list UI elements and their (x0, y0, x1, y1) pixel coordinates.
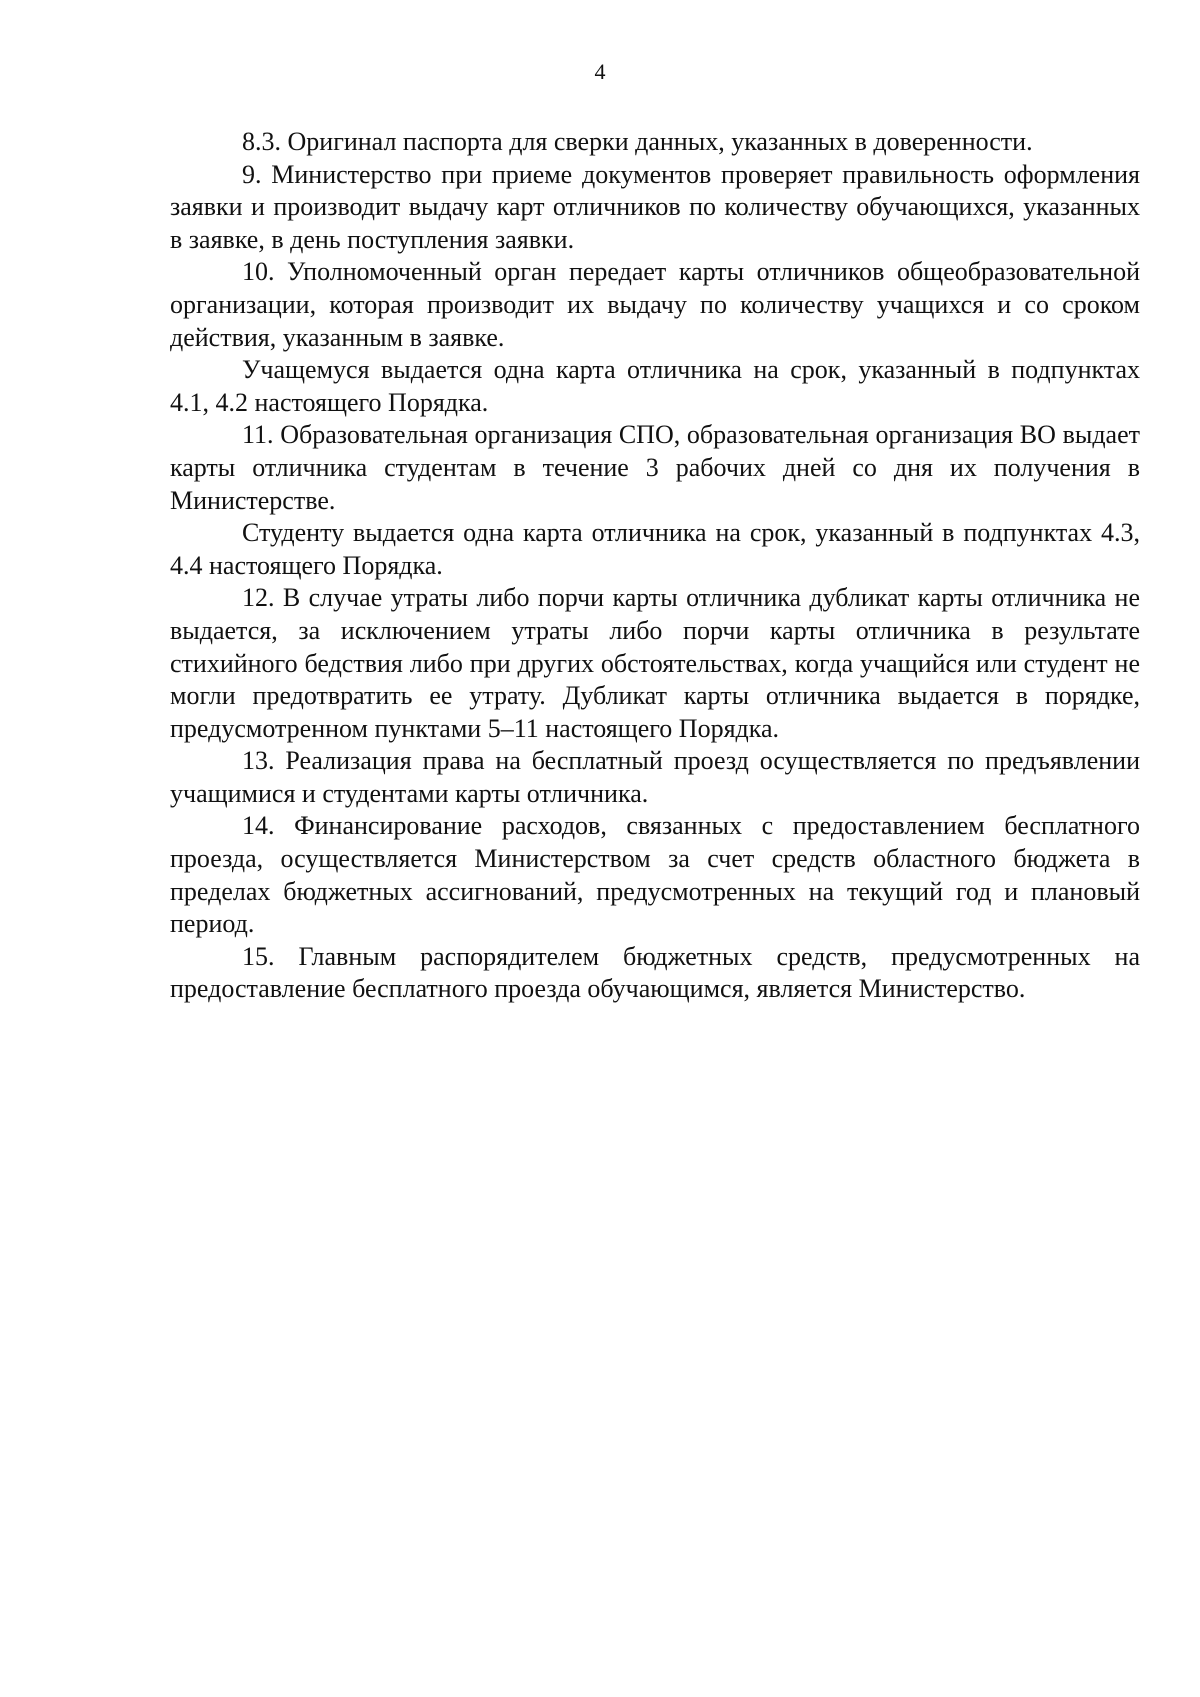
page-number: 4 (594, 59, 606, 84)
paragraph-11: 11. Образовательная организация СПО, образовательная организация ВО выдает карты отличника студентам в течение 3 рабочих дней со дня их получения в Министерстве. (170, 420, 1140, 515)
document-body (170, 126, 1140, 1006)
paragraph-15: 15. Главным распорядителем бюджетных средств, предусмотренных на предоставление бесплатного проезда обучающимся, является Министерство. (170, 941, 1140, 1004)
paragraph-9: 9. Министерство при приеме документов проверяет правильность оформления заявки и производит выдачу карт отличников по количеству обучающихся, указанных в заявке, в день поступления заявки. (170, 159, 1140, 254)
paragraph-10: 10. Уполномоченный орган передает карты отличников общеобразовательной организации, которая производит их выдачу по количеству учащихся и со сроком действия, указанным в заявке. (170, 257, 1140, 352)
paragraph-11-student-card: Студенту выдается одна карта отличника на срок, указанный в подпунктах 4.3, 4.4 настоящего Порядка. (170, 518, 1140, 580)
paragraph-13: 13. Реализация права на бесплатный проезд осуществляется по предъявлении учащимися и студентами карты отличника. (170, 746, 1140, 808)
paragraph-10-student-card: Учащемуся выдается одна карта отличника на срок, указанный в подпунктах 4.1, 4.2 настоящего Порядка. (170, 355, 1140, 417)
paragraph-12: 12. В случае утраты либо порчи карты отличника дубликат карты отличника не выдается, за исключением утраты либо порчи карты отличника в результате стихийного бедствия либо при других обстоятельствах, когда учащийся или студент не могли предотвратить ее утрату. Дубликат карты отличника выдается в порядке, предусмотренном пунктами 5–11 настоящего Порядка. (170, 583, 1140, 743)
paragraph-14: 14. Финансирование расходов, связанных с предоставлением бесплатного проезда, осуществляется Министерством за счет средств областного бюджета в пределах бюджетных ассигнований, предусмотренных на текущий год и плановый период. (170, 811, 1140, 939)
paragraph-8-3: 8.3. Оригинал паспорта для сверки данных, указанных в доверенности. (242, 127, 1033, 156)
